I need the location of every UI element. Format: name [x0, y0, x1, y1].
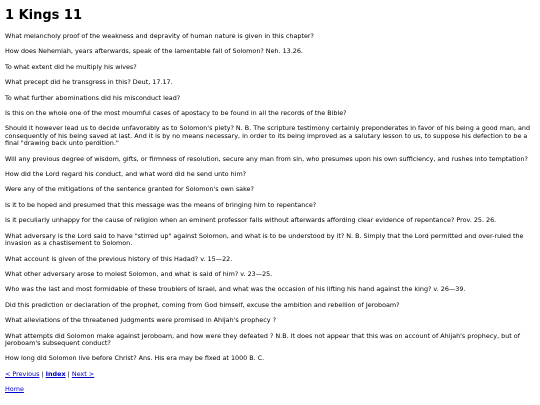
question-paragraph: Were any of the mitigations of the sentence granted for Solomon's own sake?: [5, 185, 254, 194]
question-paragraph: What alleviations of the threatened judgments were promised in Ahijah's prophecy ?: [5, 316, 276, 325]
question-paragraph: What melancholy proof of the weakness and depravity of human nature is given in this chapter?: [5, 32, 314, 40]
question-paragraph: What account is given of the previous history of this Hadad? v. 15—22.: [5, 254, 233, 263]
question-paragraph: Should it however lead us to decide unfavorably as to Solomon's piety? N. B. The scripture testimony certainly preponderates in favor of his being a good man, and consequently of his being saved at last. And it is by no means necessary, in order to its being improved as a salutary lesson to us, to suppose his defection to be a final "drawing back unto perdition.": [5, 124, 531, 148]
question-list: [5, 33, 535, 363]
question-paragraph: Will any previous degree of wisdom, gifts, or firmness of resolution, secure any man from sin, who presumes upon his own sufficiency, and rushes into temptation?: [5, 154, 528, 163]
question-paragraph: Is it to be hoped and presumed that this message was the means of bringing him to repentance?: [5, 200, 317, 209]
next-link[interactable]: Next >: [71, 369, 95, 378]
home-section: [5, 386, 535, 393]
index-link[interactable]: Index: [45, 369, 66, 378]
question-paragraph: How long did Solomon live before Christ? Ans. His era may be fixed at 1000 B. C.: [5, 354, 265, 363]
page-title: 1 Kings 11: [5, 8, 83, 23]
home-link[interactable]: Home: [5, 385, 24, 394]
chapter-navigation: [5, 371, 535, 378]
question-paragraph: What adversary is the Lord said to have "stirred up" against Solomon, and what is to be understood by it? N. B. Simply that the Lord permitted and over-ruled the invasion as a chastisement to Solomon.: [5, 231, 524, 248]
question-paragraph: What precept did he transgress in this? Deut, 17.17.: [5, 78, 173, 87]
question-paragraph: Who was the last and most formidable of these troublers of Israel, and what was the occasion of his lifting his hand against the king? v. 26—39.: [5, 285, 466, 294]
nav-separator: |: [39, 369, 46, 378]
question-paragraph: Is this on the whole one of the most mournful cases of apostacy to be found in all the records of the Bible?: [5, 109, 347, 118]
question-paragraph: How does Nehemiah, years afterwards, speak of the lamentable fall of Solomon? Neh. 13.26.: [5, 47, 303, 56]
question-paragraph: What other adversary arose to molest Solomon, and what is said of him? v. 23—25.: [5, 269, 273, 278]
question-paragraph: To what extent did he multiply his wives?: [5, 62, 137, 71]
previous-link[interactable]: < Previous: [5, 369, 40, 378]
question-paragraph: To what further abominations did his misconduct lead?: [5, 93, 181, 102]
question-paragraph: How did the Lord regard his conduct, and what word did he send unto him?: [5, 170, 247, 179]
question-paragraph: Did this prediction or declaration of the prophet, coming from God himself, excuse the ambition and rebellion of Jeroboam?: [5, 300, 400, 309]
nav-separator: |: [65, 369, 72, 378]
question-paragraph: Is it peculiarly unhappy for the cause of religion when an eminent professor falls without afterwards affording clear evidence of repentance? Prov. 25. 26.: [5, 216, 497, 225]
question-paragraph: What attempts did Solomon make against Jeroboam, and how were they defeated ? N.B. It does not appear that this was on account of Ahijah's prophecy, but of Jeroboam's subsequent conduct?: [5, 331, 520, 347]
